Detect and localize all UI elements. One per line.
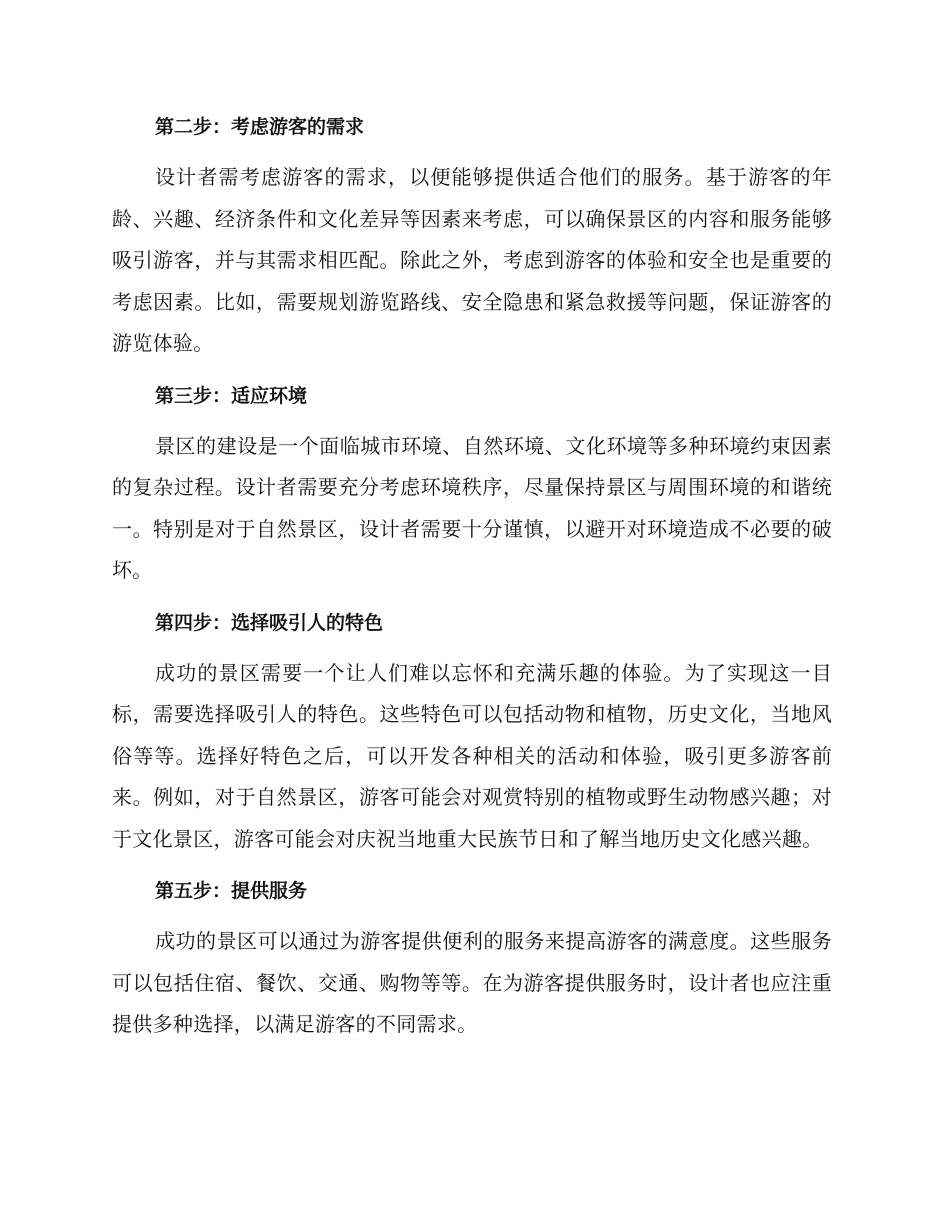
- section-heading: 第五步：提供服务: [155, 880, 308, 902]
- section-heading: 第三步：适应环境: [155, 384, 308, 407]
- section-paragraph: 成功的景区可以通过为游客提供便利的服务来提高游客的满意度。这些服务可以包括住宿、餐饮、交通、购物等等。在为游客提供服务时，设计者也应注重提供多种选择，以满足游客的不同需求。: [112, 929, 832, 1036]
- section-heading: 第四步：选择吸引人的特色: [155, 611, 384, 634]
- section-paragraph: 景区的建设是一个面临城市环境、自然环境、文化环境等多种环境约束因素的复杂过程。设计者需要充分考虑环境秩序，尽量保持景区与周围环境的和谐统一。特别是对于自然景区，设计者需要十分谨慎，以避开对环境造成不必要的破坏。: [112, 433, 832, 582]
- section-paragraph: 设计者需考虑游客的需求，以便能够提供适合他们的服务。基于游客的年龄、兴趣、经济条件和文化差异等因素来考虑，可以确保景区的内容和服务能够吸引游客，并与其需求相匹配。除此之外，考虑到游客的体验和安全也是重要的考虑因素。比如，需要规划游览路线、安全隐患和紧急救援等问题，保证游客的游览体验。: [112, 165, 832, 355]
- section-step-4: [112, 604, 832, 861]
- section-paragraph: 成功的景区需要一个让人们难以忘怀和充满乐趣的体验。为了实现这一目标，需要选择吸引人的特色。这些特色可以包括动物和植物，历史文化，当地风俗等等。选择好特色之后，可以开发各种相关的活动和体验，吸引更多游客前来。例如，对于自然景区，游客可能会对观赏特别的植物或野生动物感兴趣；对于文化景区，游客可能会对庆祝当地重大民族节日和了解当地历史文化感兴趣。: [112, 660, 832, 851]
- section-step-3: [112, 377, 832, 592]
- section-step-5: [112, 872, 832, 1046]
- section-heading: 第二步：考虑游客的需求: [155, 116, 365, 138]
- document-page: [112, 108, 832, 1058]
- section-step-2: [112, 108, 832, 365]
